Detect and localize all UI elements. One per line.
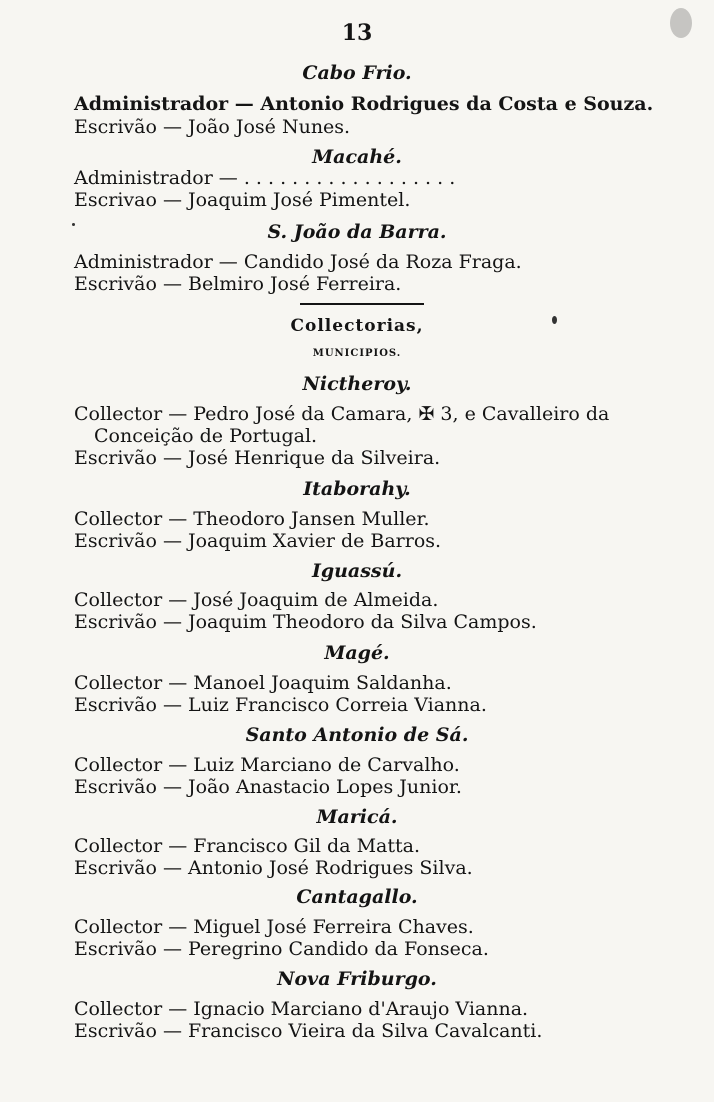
paper-blemish	[670, 8, 692, 38]
entry-line: Collector — Manoel Joaquim Saldanha.	[74, 672, 452, 694]
ink-speck	[72, 223, 75, 226]
entry-line: Collector — Theodoro Jansen Muller.	[74, 508, 430, 530]
entry-line: Administrador — Candido José da Roza Fraga.	[74, 251, 522, 273]
place-heading-mage: Magé.	[324, 642, 390, 664]
collectorias-title: Collectorias,	[290, 316, 424, 336]
entry-line: Collector — José Joaquim de Almeida.	[74, 589, 439, 611]
entry-line: Escrivão — Belmiro José Ferreira.	[74, 273, 402, 295]
place-heading-santo-antonio-de-sa: Santo Antonio de Sá.	[245, 724, 469, 746]
entry-line: Escrivão — Peregrino Candido da Fonseca.	[74, 938, 489, 960]
entry-line: Collector — Luiz Marciano de Carvalho.	[74, 754, 460, 776]
entry-line: Escrivão — João José Nunes.	[74, 116, 351, 138]
entry-line: Escrivão — João Anastacio Lopes Junior.	[74, 776, 462, 798]
section-heading-macahe: Macahé.	[312, 146, 402, 168]
entry-line: Escrivao — Joaquim José Pimentel.	[74, 189, 411, 211]
entry-line: Collector — Miguel José Ferreira Chaves.	[74, 916, 474, 938]
entry-line: Escrivão — Luiz Francisco Correia Vianna.	[74, 694, 487, 716]
place-heading-itaborahy: Itaborahy.	[303, 478, 411, 500]
entry-line: Collector — Pedro José da Camara, ✠ 3, e Cavalleiro da	[74, 403, 610, 425]
entry-line: Escrivão — José Henrique da Silveira.	[74, 447, 441, 469]
entry-line: Collector — Ignacio Marciano d'Araujo Vianna.	[74, 998, 529, 1020]
entry-line: Collector — Francisco Gil da Matta.	[74, 835, 420, 857]
place-heading-marica: Maricá.	[316, 806, 398, 828]
entry-line: Escrivão — Joaquim Theodoro da Silva Campos.	[74, 611, 537, 633]
section-heading-cabo-frio: Cabo Frio.	[302, 62, 412, 84]
place-heading-iguassu: Iguassú.	[311, 560, 403, 582]
ink-speck	[552, 316, 557, 324]
collectorias-subtitle: MUNICIPIOS.	[312, 348, 402, 359]
entry-line-continuation: Conceição de Portugal.	[94, 425, 318, 447]
entry-line: Escrivão — Francisco Vieira da Silva Cavalcanti.	[74, 1020, 543, 1042]
page-number: 13	[341, 20, 373, 46]
entry-line: Administrador — Antonio Rodrigues da Costa e Souza.	[74, 93, 654, 115]
entry-line: Escrivão — Joaquim Xavier de Barros.	[74, 530, 442, 552]
section-divider	[300, 303, 424, 305]
place-heading-cantagallo: Cantagallo.	[296, 886, 418, 908]
entry-line: Administrador — . . . . . . . . . . . . . . . . . .	[74, 167, 456, 189]
entry-line: Escrivão — Antonio José Rodrigues Silva.	[74, 857, 473, 879]
section-heading-sao-joao-da-barra: S. João da Barra.	[267, 221, 447, 243]
place-heading-nova-friburgo: Nova Friburgo.	[277, 968, 437, 990]
place-heading-nictheroy: Nictheroy.	[302, 373, 412, 395]
